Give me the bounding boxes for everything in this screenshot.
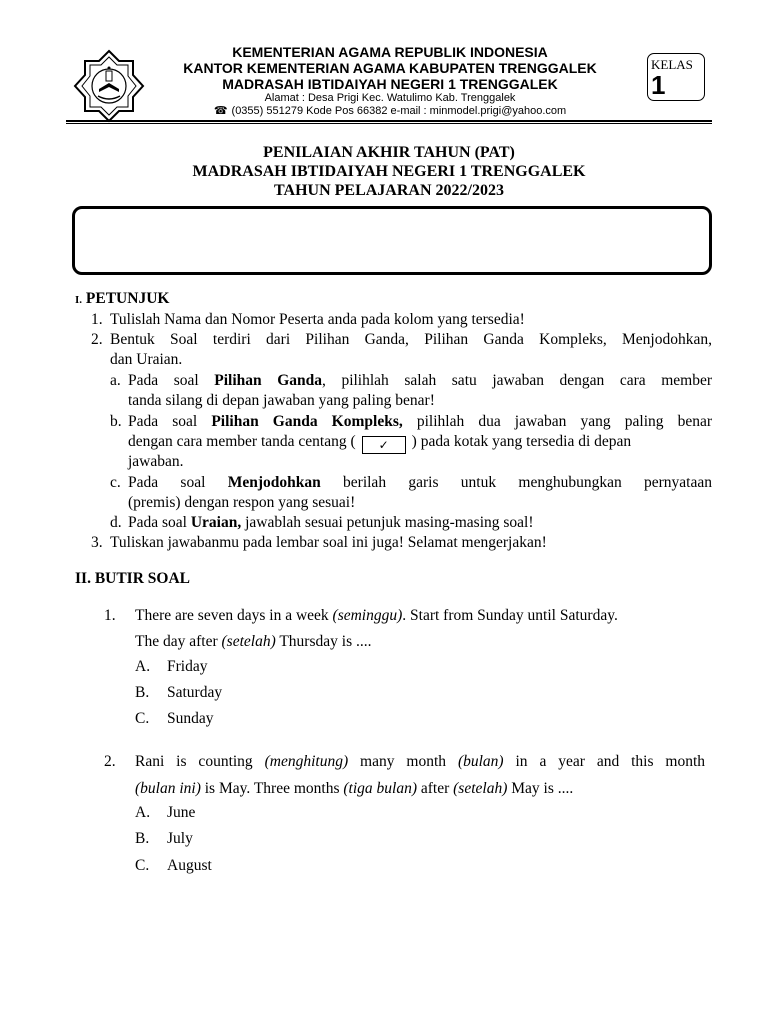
instruction-c-line1: Pada soal Menjodohkan berilah garis untuk menghubungkan pernyataan	[128, 474, 712, 491]
instruction-1: Tulislah Nama dan Nomor Peserta anda pada kolom yang tersedia!	[110, 311, 525, 328]
exam-year: TAHUN PELAJARAN 2022/2023	[274, 182, 504, 199]
instruction-b-line1: Pada soal Pilihan Ganda Kompleks, pilihlah dua jawaban yang paling benar	[128, 413, 713, 430]
ministry-name: KEMENTERIAN AGAMA REPUBLIK INDONESIA	[232, 44, 548, 60]
instruction-a-line1: Pada soal Pilihan Ganda, pilihlah salah satu jawaban dengan cara member	[128, 372, 712, 389]
exam-school: MADRASAH IBTIDAIYAH NEGERI 1 TRENGGALEK	[192, 163, 586, 180]
question-1-num: 1.	[104, 607, 116, 624]
option-letter: C.	[135, 710, 150, 727]
student-identity-box[interactable]	[72, 206, 712, 275]
question-1-option-b[interactable]: Saturday	[167, 684, 223, 701]
instruction-2-line2: dan Uraian.	[110, 351, 183, 368]
instruction-a-num: a.	[110, 372, 121, 389]
office-name: KANTOR KEMENTERIAN AGAMA KABUPATEN TRENGGALEK	[183, 60, 597, 76]
question-1-option-c[interactable]: Sunday	[167, 710, 214, 727]
school-contact	[150, 104, 630, 118]
telephone-icon: ☎	[213, 105, 228, 117]
kelas-label: KELAS	[651, 57, 693, 72]
school-name: MADRASAH IBTIDAIYAH NEGERI 1 TRENGGALEK	[222, 76, 558, 92]
instruction-d: Pada soal Uraian, jawablah sesuai petunjuk masing-masing soal!	[128, 514, 534, 531]
question-1-option-a[interactable]: Friday	[167, 658, 208, 675]
instruction-3: Tuliskan jawabanmu pada lembar soal ini juga! Selamat mengerjakan!	[110, 534, 547, 551]
option-letter: A.	[135, 804, 151, 821]
kelas-value: 1	[651, 70, 666, 100]
kemenag-logo-icon	[72, 49, 146, 123]
instruction-b-line3: jawaban.	[128, 453, 184, 470]
option-letter: A.	[135, 658, 151, 675]
contact-text: (0355) 551279 Kode Pos 66382 e-mail : minmodel.prigi@yahoo.com	[231, 105, 567, 117]
instruction-a-line2: tanda silang di depan jawaban yang paling benar!	[128, 392, 435, 409]
instruction-2-line1: Bentuk Soal terdiri dari Pilihan Ganda, Pilihan Ganda Kompleks, Menjodohkan,	[110, 331, 712, 348]
petunjuk-heading: I. PETUNJUK	[75, 290, 170, 307]
option-letter: B.	[135, 830, 150, 847]
question-1-line2: The day after (setelah) Thursday is ....	[135, 633, 372, 650]
instruction-3-num: 3.	[91, 534, 103, 551]
question-2-line1: Rani is counting (menghitung) many month (bulan) in a year and this month	[135, 753, 706, 770]
checkmark-box-icon: ✓	[362, 436, 406, 454]
butir-soal-heading: II. BUTIR SOAL	[75, 570, 190, 587]
instruction-d-num: d.	[110, 514, 122, 531]
header-divider	[66, 120, 712, 122]
instruction-b-line2: dengan cara member tanda centang ( ✓ ) pada kotak yang tersedia di depan	[128, 433, 632, 452]
question-1-line1: There are seven days in a week (seminggu). Start from Sunday until Saturday.	[135, 607, 618, 624]
question-2-option-a[interactable]: June	[167, 804, 196, 821]
kelas-box	[647, 53, 705, 101]
question-2-line2: (bulan ini) is May. Three months (tiga bulan) after (setelah) May is ....	[135, 780, 574, 797]
instruction-1-num: 1.	[91, 311, 103, 328]
question-2-option-c[interactable]: August	[167, 857, 212, 874]
school-address: Alamat : Desa Prigi Kec. Watulimo Kab. Trenggalek	[264, 92, 516, 104]
header-divider-thin	[66, 123, 712, 124]
instruction-2-num: 2.	[91, 331, 103, 348]
instruction-c-num: c.	[110, 474, 121, 491]
question-2-option-b[interactable]: July	[167, 830, 193, 847]
question-2-num: 2.	[104, 753, 116, 770]
instruction-c-line2: (premis) dengan respon yang sesuai!	[128, 494, 356, 511]
instruction-b-num: b.	[110, 413, 122, 430]
option-letter: B.	[135, 684, 150, 701]
option-letter: C.	[135, 857, 150, 874]
exam-title: PENILAIAN AKHIR TAHUN (PAT)	[263, 144, 515, 161]
